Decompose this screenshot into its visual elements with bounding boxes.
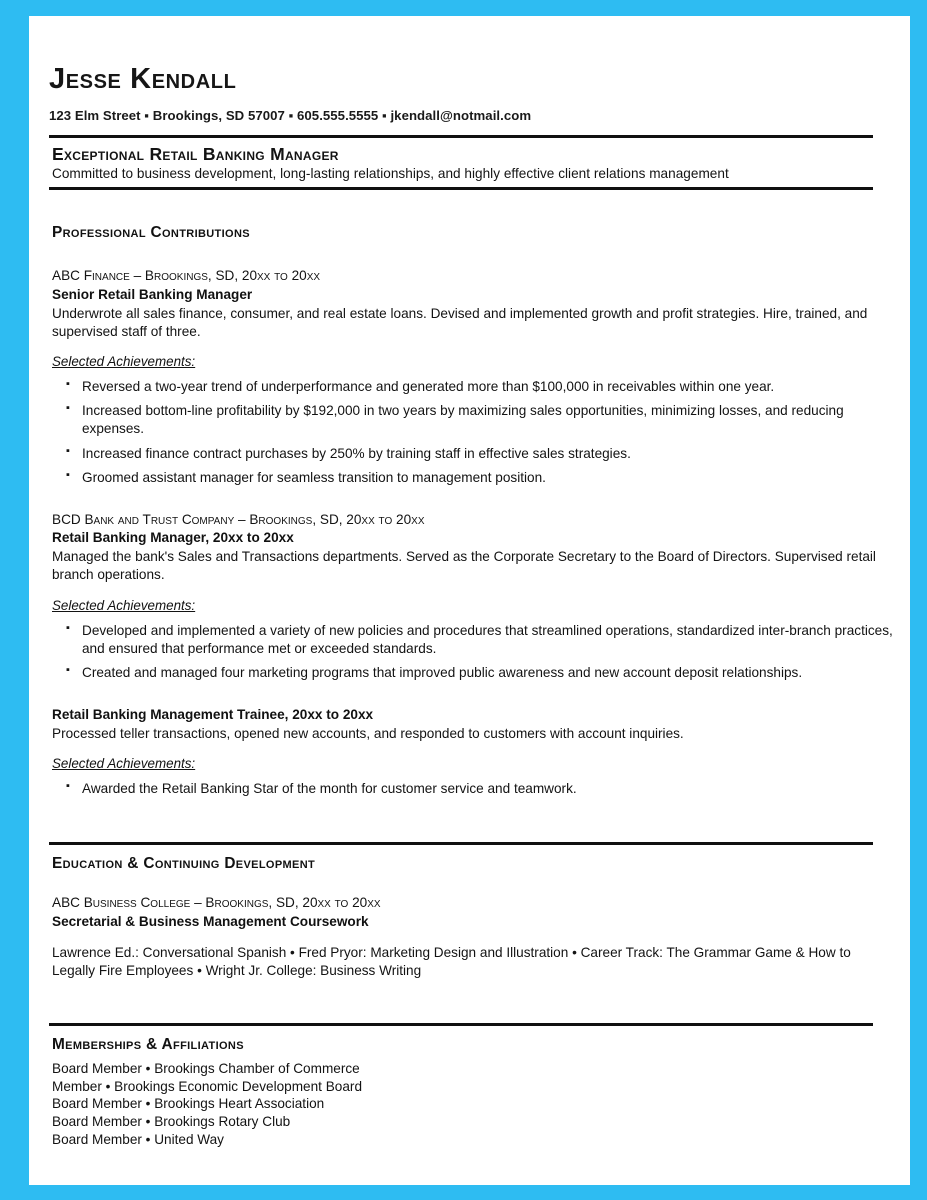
section-professional <box>49 224 894 798</box>
headline-block <box>49 135 894 190</box>
divider-under-headline <box>49 187 873 190</box>
job-description: Underwrote all sales finance, consumer, and real estate loans. Devised and implemented growth and profit strategies. Hire, trained, and supervised staff of three. <box>52 306 868 340</box>
job-entry <box>52 511 894 682</box>
list-item: Board Member • Brookings Heart Association <box>52 1096 325 1112</box>
achievements-label: Selected Achievements: <box>52 756 196 772</box>
job-description: Managed the bank's Sales and Transactions departments. Served as the Corporate Secretary to the Board of Directors. Supervised retail branch operations. <box>52 549 876 583</box>
divider-above-education <box>49 842 873 845</box>
job-organization: BCD Bank and Trust Company – Brookings, SD, 20xx to 20xx <box>52 511 425 527</box>
contact-line: 123 Elm Street ▪ Brookings, SD 57007 ▪ 605.555.5555 ▪ jkendall@notmail.com <box>49 108 532 124</box>
job-entry <box>52 267 894 486</box>
list-item: ▪ Reversed a two-year trend of underperformance and generated more than $100,000 in receivables within one year. <box>52 378 894 396</box>
divider-top <box>49 135 873 138</box>
target-title: Exceptional Retail Banking Manager <box>52 144 339 165</box>
program-name: Secretarial & Business Management Coursework <box>52 913 369 929</box>
job-title: Retail Banking Manager, 20xx to 20xx <box>52 530 294 546</box>
achievements-list <box>52 378 894 486</box>
job-description: Processed teller transactions, opened new accounts, and responded to customers with account inquiries. <box>52 726 684 742</box>
list-item: ▪ Groomed assistant manager for seamless transition to management position. <box>52 469 894 487</box>
resume-content <box>49 16 894 1148</box>
list-item: ▪ Created and managed four marketing programs that improved public awareness and new account deposit relationships. <box>52 664 894 682</box>
list-item: ▪ Developed and implemented a variety of new policies and procedures that streamlined operations, standardized inter-branch practices, and ensured that performance met or exceeded standards. <box>52 622 894 658</box>
achievements-label: Selected Achievements: <box>52 597 196 613</box>
section-memberships <box>49 1023 894 1148</box>
job-organization: ABC Finance – Brookings, SD, 20xx to 20xx <box>52 268 321 284</box>
divider-above-memberships <box>49 1023 873 1026</box>
achievements-label: Selected Achievements: <box>52 354 196 370</box>
achievements-list <box>52 780 894 798</box>
job-title: Retail Banking Management Trainee, 20xx to 20xx <box>52 706 374 722</box>
list-item: Board Member • Brookings Rotary Club <box>52 1114 291 1130</box>
achievements-list <box>52 622 894 682</box>
list-item: Board Member • Brookings Chamber of Commerce <box>52 1061 360 1077</box>
list-item: ▪ Awarded the Retail Banking Star of the month for customer service and teamwork. <box>52 780 894 798</box>
section-heading-memberships: Memberships & Affiliations <box>52 1036 244 1054</box>
section-heading-education: Education & Continuing Development <box>52 855 316 873</box>
job-title: Senior Retail Banking Manager <box>52 286 253 302</box>
section-education <box>49 842 894 980</box>
candidate-name: Jesse Kendall <box>49 63 237 95</box>
list-item: ▪ Increased bottom-line profitability by $192,000 in two years by maximizing sales opportunities, minimizing losses, and reducing expenses. <box>52 402 894 438</box>
list-item: Member • Brookings Economic Development Board <box>52 1078 363 1094</box>
school-name: ABC Business College – Brookings, SD, 20xx to 20xx <box>52 895 381 911</box>
education-entry <box>52 894 894 980</box>
list-item: ▪ Increased finance contract purchases by 250% by training staff in effective sales strategies. <box>52 445 894 463</box>
list-item: Board Member • United Way <box>52 1131 224 1147</box>
job-entry <box>52 706 894 799</box>
resume-page <box>29 16 910 1185</box>
section-heading-professional: Professional Contributions <box>52 224 250 242</box>
target-tagline: Committed to business development, long-lasting relationships, and highly effective client relations management <box>52 166 729 182</box>
coursework-list: Lawrence Ed.: Conversational Spanish • Fred Pryor: Marketing Design and Illustration • Career Track: The Grammar Game & How to Legally Fire Employees • Wright Jr. College: Business Writing <box>52 944 851 979</box>
memberships-list <box>52 1060 894 1148</box>
resume-header <box>49 64 894 123</box>
